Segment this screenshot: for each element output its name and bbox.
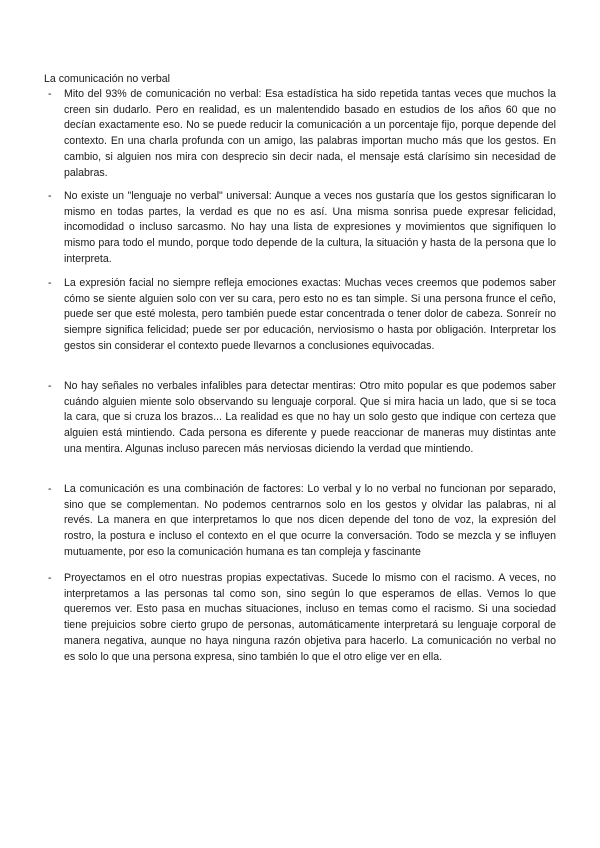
document-title: La comunicación no verbal [44, 73, 171, 85]
bullet-marker: - [48, 380, 52, 392]
bullet-item-no-universal-language [44, 189, 556, 268]
bullet-item-93-percent-myth [44, 87, 556, 181]
bullet-text: La comunicación es una combinación de factores: Lo verbal y lo no verbal no funcionan por separado, sino que se complementan. No podemos centrarnos solo en los gestos y olvidar las palabras, ni al revés. La manera en que interpretamos lo que nos dicen depende del tono de voz, la expresión del rostro, la postura e incluso el contexto en el que ocurre la conversación. Todo se mezcla y se influyen mutuamente, por eso la comunicación humana es tan compleja y fascinante [64, 483, 556, 558]
bullet-text: No existe un "lenguaje no verbal" universal: Aunque a veces nos gustaría que los gestos significaran lo mismo en todas partes, la verdad es que no es así. Una misma sonrisa puede expresar felicidad, incomodidad o incluso sarcasmo. No hay una lista de expresiones y movimientos que signifiquen lo mismo para todo el mundo, porque todo depende de la cultura, la situación y hasta de la persona que lo interpreta. [64, 190, 556, 265]
bullet-text: Proyectamos en el otro nuestras propias expectativas. Sucede lo mismo con el racismo. A veces, no interpretamos a las personas tal como son, sino según lo que esperamos de ellas. Vemos lo que queremos ver. Esto pasa en muchas situaciones, incluso en temas como el racismo. Si una sociedad tiene prejuicios sobre cierto grupo de personas, automáticamente interpretará su lenguaje corporal de manera negativa, aunque no haya ninguna razón objetiva para hacerlo. La comunicación no verbal no es solo lo que una persona expresa, sino también lo que el otro elige ver en ella. [64, 572, 556, 663]
bullet-text: No hay señales no verbales infalibles para detectar mentiras: Otro mito popular es que podemos saber cuándo alguien miente solo observando su lenguaje corporal. Que si mira hacia un lado, que si se toca la cara, que si cruza los brazos... La realidad es que no hay un solo gesto que indique con certeza que alguien está mintiendo. Cada persona es diferente y puede reaccionar de maneras muy distintas ante una mentira. Algunas incluso parecen más nerviosas diciendo la verdad que mintiendo. [64, 380, 556, 455]
bullet-text: Mito del 93% de comunicación no verbal: Esa estadística ha sido repetida tantas veces que muchos la creen sin dudarlo. Pero en realidad, es un malentendido basado en estudios de los años 60 que no decían exactamente eso. No se puede reducir la comunicación a un porcentaje fijo, porque depende del contexto. En una charla profunda con un amigo, las palabras importan mucho más que los gestos. En cambio, si alguien nos mira con desprecio sin decir nada, el mensaje está clarísimo sin necesidad de palabras. [64, 88, 556, 179]
bullet-item-lie-detection [44, 379, 556, 458]
bullet-item-combination-of-factors [44, 482, 556, 561]
bullet-marker: - [48, 572, 52, 584]
bullet-item-facial-expression [44, 276, 556, 355]
bullet-marker: - [48, 88, 52, 100]
bullet-marker: - [48, 483, 52, 495]
bullet-text: La expresión facial no siempre refleja emociones exactas: Muchas veces creemos que podemos saber cómo se siente alguien solo con ver su cara, pero esto no es tan simple. Si una persona frunce el ceño, puede ser que esté molesta, pero también puede estar concentrada o tener dolor de cabeza. Sonreír no siempre significa felicidad; puede ser por educación, nerviosismo o hasta por obligación. Interpretar los gestos sin considerar el contexto puede llevarnos a conclusiones equivocadas. [64, 277, 556, 352]
bullet-marker: - [48, 277, 52, 289]
bullet-marker: - [48, 190, 52, 202]
bullet-item-projected-expectations [44, 571, 556, 665]
